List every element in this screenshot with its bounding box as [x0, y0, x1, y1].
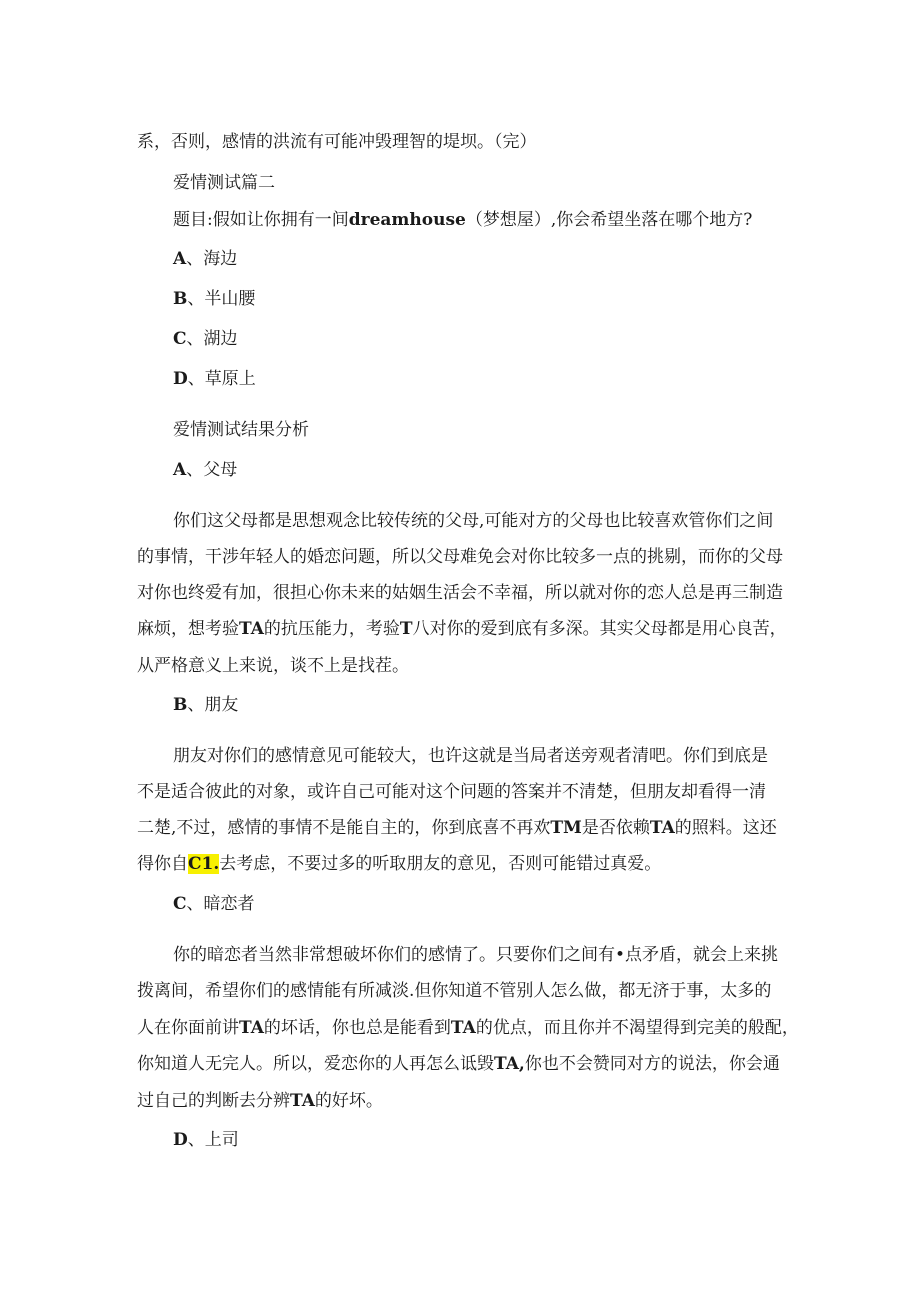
text-run: 你也不会赞同对方的说法，你会通: [524, 1054, 780, 1074]
result-a-line-5: 从严格意义上来说，谈不上是找茬。: [137, 656, 409, 676]
option-b: [173, 288, 255, 310]
result-heading-text: 、父母: [186, 460, 238, 480]
result-b-line-1: 朋友对你们的感情意见可能较大，也许这就是当局者送旁观者清吧。你们到底是: [173, 746, 768, 766]
intro-line: 系，否则，感情的洪流有可能冲毁理智的堤坝。（完）: [137, 132, 537, 152]
text-run: 得你自: [137, 854, 188, 874]
bold-run: TA: [450, 1018, 476, 1038]
option-a: [173, 248, 237, 270]
result-c-heading: [173, 893, 255, 915]
question-prefix: 题目:假如让你拥有一间: [173, 210, 349, 230]
result-letter: C: [173, 894, 187, 914]
text-run: 去考虑，不要过多的听取朋友的意见，否则可能错过真爱。: [219, 854, 662, 874]
question-keyword: dreamhouse: [348, 210, 466, 230]
text-run: 的优点，而且你并不渴望得到完美的般配，: [475, 1018, 799, 1038]
text-run: 麻烦，想考验: [137, 619, 239, 639]
result-c-line-2: 拨离间，希望你们的感情能有所减淡.但你知道不管别人怎么做，都无济于事，太多的: [137, 981, 772, 1001]
result-a-line-1: 你们这父母都是思想观念比较传统的父母,可能对方的父母也比较喜欢管你们之间: [173, 511, 774, 531]
text-run: 的抗压能力，考验: [263, 619, 400, 639]
text-run: 人在你面前讲: [137, 1018, 239, 1038]
option-d: [173, 368, 256, 390]
result-d-heading: [173, 1129, 239, 1151]
highlighted-run: C1.: [188, 854, 220, 874]
result-c-line-1: 你的暗恋者当然非常想破坏你们的感情了。只要你们之间有•点矛盾，就会上来挑: [173, 945, 779, 965]
option-text: 、草原上: [187, 369, 256, 389]
result-b-line-2: 不是适合彼此的对象，或许自己可能对这个问题的答案并不清楚，但朋友却看得一清: [137, 782, 766, 802]
bold-run: TM: [550, 818, 582, 838]
result-letter: A: [173, 460, 187, 480]
bold-run: TA,: [494, 1054, 525, 1074]
bold-run: T: [399, 619, 413, 639]
bold-run: TA: [239, 1018, 264, 1038]
text-run: 的坏话，你也总是能看到: [263, 1018, 451, 1038]
text-run: 过自己的判断去分辨: [137, 1091, 290, 1111]
bold-run: TA: [290, 1091, 315, 1111]
text-run: 你知道人无完人。所以，爱恋你的人再怎么诋毁: [137, 1054, 494, 1074]
option-c: [173, 328, 238, 350]
section-title: 爱情测试篇二: [173, 173, 275, 193]
text-run: 的好坏。: [314, 1091, 383, 1111]
result-c-line-4: [137, 1053, 780, 1075]
analysis-title: 爱情测试结果分析: [173, 420, 309, 440]
result-c-line-3: [137, 1017, 799, 1039]
option-text: 、海边: [186, 249, 238, 269]
option-letter: D: [173, 369, 188, 389]
result-a-heading: [173, 459, 237, 481]
bold-run: TA: [649, 818, 675, 838]
result-c-line-5: [137, 1090, 383, 1112]
result-a-line-3: 对你也终爱有加，很担心你未来的姑姻生活会不幸福，所以就对你的恋人总是再三制造: [137, 583, 783, 603]
result-heading-text: 、上司: [187, 1130, 239, 1150]
text-run: 二楚,不过，感情的事情不是能自主的，你到底喜不再欢: [137, 818, 551, 838]
option-letter: B: [173, 289, 188, 309]
question-line: [173, 209, 752, 231]
result-b-heading: [173, 694, 238, 716]
question-suffix: （梦想屋）,你会希望坐落在哪个地方?: [465, 210, 753, 230]
text-run: 是否依赖: [581, 818, 650, 838]
option-letter: C: [173, 329, 187, 349]
text-run: 的照料。这还: [674, 818, 777, 838]
result-a-line-4: [137, 618, 787, 640]
option-letter: A: [173, 249, 187, 269]
result-heading-text: 、朋友: [187, 695, 239, 715]
result-heading-text: 、暗恋者: [186, 894, 255, 914]
result-b-line-4: [137, 853, 661, 875]
result-b-line-3: [137, 817, 777, 839]
result-a-line-2: 的事情，干涉年轻人的婚恋问题，所以父母难免会对你比较多一点的挑剔，而你的父母: [137, 547, 783, 567]
option-text: 、湖边: [186, 329, 238, 349]
result-letter: B: [173, 695, 188, 715]
option-text: 、半山腰: [187, 289, 256, 309]
bold-run: TA: [239, 619, 264, 639]
result-letter: D: [173, 1130, 188, 1150]
text-run: 八对你的爱到底有多深。其实父母都是用心良苦，: [412, 619, 787, 639]
